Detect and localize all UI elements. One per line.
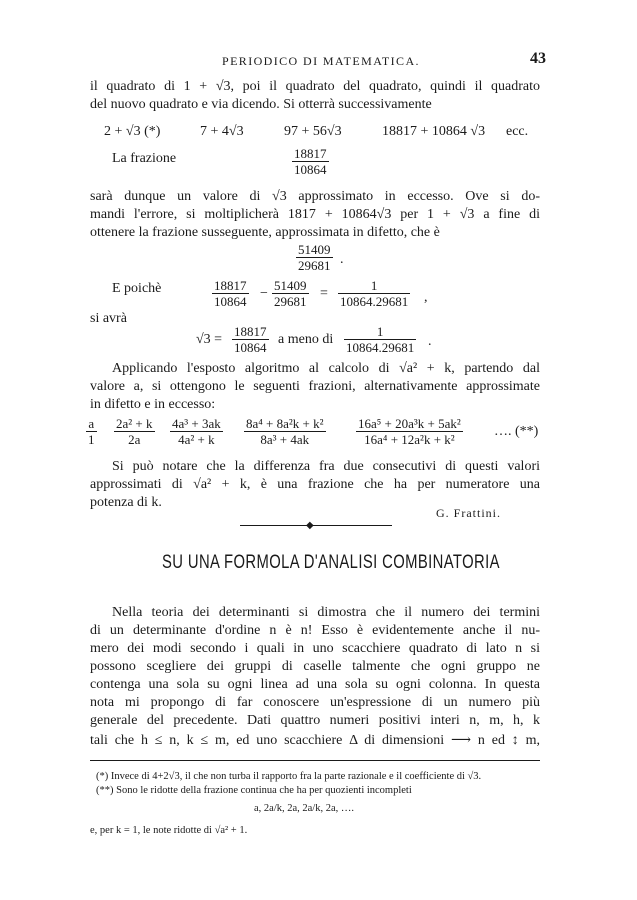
poiche-c-num: 1 bbox=[338, 278, 410, 294]
ornament-diamond-icon: ◆ bbox=[306, 520, 314, 531]
frazione-den: 10864 bbox=[294, 162, 327, 177]
footnote-4: e, per k = 1, le note ridotte di √a² + 1. bbox=[90, 825, 248, 836]
running-header: PERIODICO DI MATEMATICA. bbox=[222, 54, 420, 68]
footnote-3: a, 2a/k, 2a, 2a/k, 2a, …. bbox=[254, 803, 355, 814]
fraction-3-num: 4a³ + 3ak bbox=[172, 416, 221, 431]
poiche-minus: − bbox=[260, 286, 268, 301]
avra-err-frac bbox=[344, 324, 416, 355]
p3-line1: Applicando l'esposto algoritmo al calcolo di √a² + k, partendo dal bbox=[112, 361, 540, 376]
series-term-4: 18817 + 10864 √3 bbox=[382, 124, 486, 139]
poiche-b-num: 51409 bbox=[274, 278, 307, 293]
avra-tail: . bbox=[428, 334, 432, 349]
avra-e-den: 10864.29681 bbox=[346, 340, 415, 355]
fraction-5 bbox=[356, 416, 463, 447]
frazione-label: La frazione bbox=[112, 151, 177, 166]
fraction-5-num: 16a⁵ + 20a³k + 5ak² bbox=[358, 416, 461, 431]
page-number: 43 bbox=[530, 50, 546, 67]
p4-line3: potenza di k. bbox=[90, 495, 162, 510]
p2-line1: sarà dunque un valore di √3 approssimato in eccesso. Ove si do- bbox=[90, 189, 540, 204]
series-term-1: 2 + √3 (*) bbox=[104, 124, 161, 139]
avra-den: 10864 bbox=[234, 340, 267, 355]
fraction-5-den: 16a⁴ + 12a²k + k² bbox=[364, 432, 455, 447]
frac2 bbox=[296, 242, 333, 273]
signature: G. Frattini. bbox=[436, 506, 501, 520]
p5-line2: di un determinante d'ordine n è n! Esso è evidentemente anche il nu- bbox=[90, 623, 540, 638]
avra-e-num: 1 bbox=[344, 324, 416, 340]
p4-line1: Si può notare che la differenza fra due consecutivi di questi valori bbox=[112, 459, 540, 474]
footnote-2: (**) Sono le ridotte della frazione continua che ha per quozienti incompleti bbox=[96, 785, 412, 796]
p4-line2: approssimati di √a² + k, è una frazione che ha per numeratore una bbox=[90, 477, 540, 492]
poiche-frac-c bbox=[338, 278, 410, 309]
poiche-a-den: 10864 bbox=[214, 294, 247, 309]
p1-line1: il quadrato di 1 + √3, poi il quadrato del quadrato, quindi il quadrato bbox=[90, 79, 540, 94]
p5-line6: nota mi propongo di far conoscere un'espressione di un numero più bbox=[90, 695, 540, 710]
avra-label: si avrà bbox=[90, 311, 127, 326]
series-term-2: 7 + 4√3 bbox=[200, 124, 244, 139]
poiche-b-den: 29681 bbox=[274, 294, 307, 309]
fraction-2-num: 2a² + k bbox=[116, 416, 153, 431]
poiche-tail: , bbox=[424, 290, 428, 305]
avra-lhs: √3 = bbox=[196, 332, 223, 347]
ornament-rule bbox=[240, 525, 392, 526]
fraction-2-den: 2a bbox=[128, 432, 141, 447]
p5-line3: mero dei modi secondo i quali in uno scacchiere quadrato di lato n si bbox=[90, 641, 540, 656]
p5-line8: tali che h ≤ n, k ≤ m, ed uno scacchiere Δ di dimensioni ⟶ n ed ↕ m, bbox=[90, 733, 540, 748]
avra-num: 18817 bbox=[234, 324, 267, 339]
poiche-eq: = bbox=[320, 286, 328, 301]
p5-line5: contenga una sola su ogni linea ad una sola su ogni colonna. In questa bbox=[90, 677, 540, 692]
p3-line2: valore a, si ottengono le seguenti frazioni, alternativamente approssimate bbox=[90, 379, 540, 394]
footnote-1: (*) Invece di 4+2√3, il che non turba il rapporto fra la parte razionale e il coefficiente di √3. bbox=[96, 771, 482, 782]
poiche-label: E poichè bbox=[112, 281, 162, 296]
fraction-4-num: 8a⁴ + 8a²k + k² bbox=[246, 416, 324, 431]
p5-line4: possono scegliere dei gruppi di caselle talmente che ogni gruppo ne bbox=[90, 659, 540, 674]
fraction-1 bbox=[86, 416, 97, 447]
series-term-5: ecc. bbox=[506, 124, 529, 139]
poiche-frac-a bbox=[212, 278, 249, 309]
p5-line7: generale del precedente. Dati quattro numeri positivi interi n, m, h, k bbox=[90, 713, 540, 728]
avra-mid: a meno di bbox=[278, 332, 334, 347]
fraction-2 bbox=[114, 416, 155, 447]
fraction-3-den: 4a² + k bbox=[178, 432, 215, 447]
frazione-num: 18817 bbox=[294, 146, 327, 161]
poiche-a-num: 18817 bbox=[214, 278, 247, 293]
p2-line2: mandi l'errore, si moltiplicherà 1817 + 10864√3 per 1 + √3 a fine di bbox=[90, 207, 540, 222]
poiche-c-den: 10864.29681 bbox=[340, 294, 409, 309]
series-term-3: 97 + 56√3 bbox=[284, 124, 342, 139]
fraction-3 bbox=[170, 416, 223, 447]
fraction-1-den: 1 bbox=[88, 432, 95, 447]
section-title: SU UNA FORMOLA D'ANALISI COMBINATORIA bbox=[162, 552, 500, 573]
fractions-tail: …. (**) bbox=[494, 424, 539, 439]
frac2-tail: . bbox=[340, 252, 344, 267]
footnote-rule bbox=[90, 760, 540, 761]
frac2-den: 29681 bbox=[298, 258, 331, 273]
fraction-4 bbox=[244, 416, 326, 447]
fraction-1-num: a bbox=[86, 416, 97, 432]
frazione-fraction bbox=[292, 146, 329, 177]
avra-frac bbox=[232, 324, 269, 355]
p3-line3: in difetto e in eccesso: bbox=[90, 397, 216, 412]
p5-line1: Nella teoria dei determinanti si dimostra che il numero dei termini bbox=[112, 605, 540, 620]
p2-line3: ottenere la frazione susseguente, approssimata in difetto, che è bbox=[90, 225, 440, 240]
frac2-num: 51409 bbox=[298, 242, 331, 257]
poiche-frac-b bbox=[272, 278, 309, 309]
fraction-4-den: 8a³ + 4ak bbox=[260, 432, 310, 447]
p1-line2: del nuovo quadrato e via dicendo. Si otterrà successivamente bbox=[90, 97, 432, 112]
